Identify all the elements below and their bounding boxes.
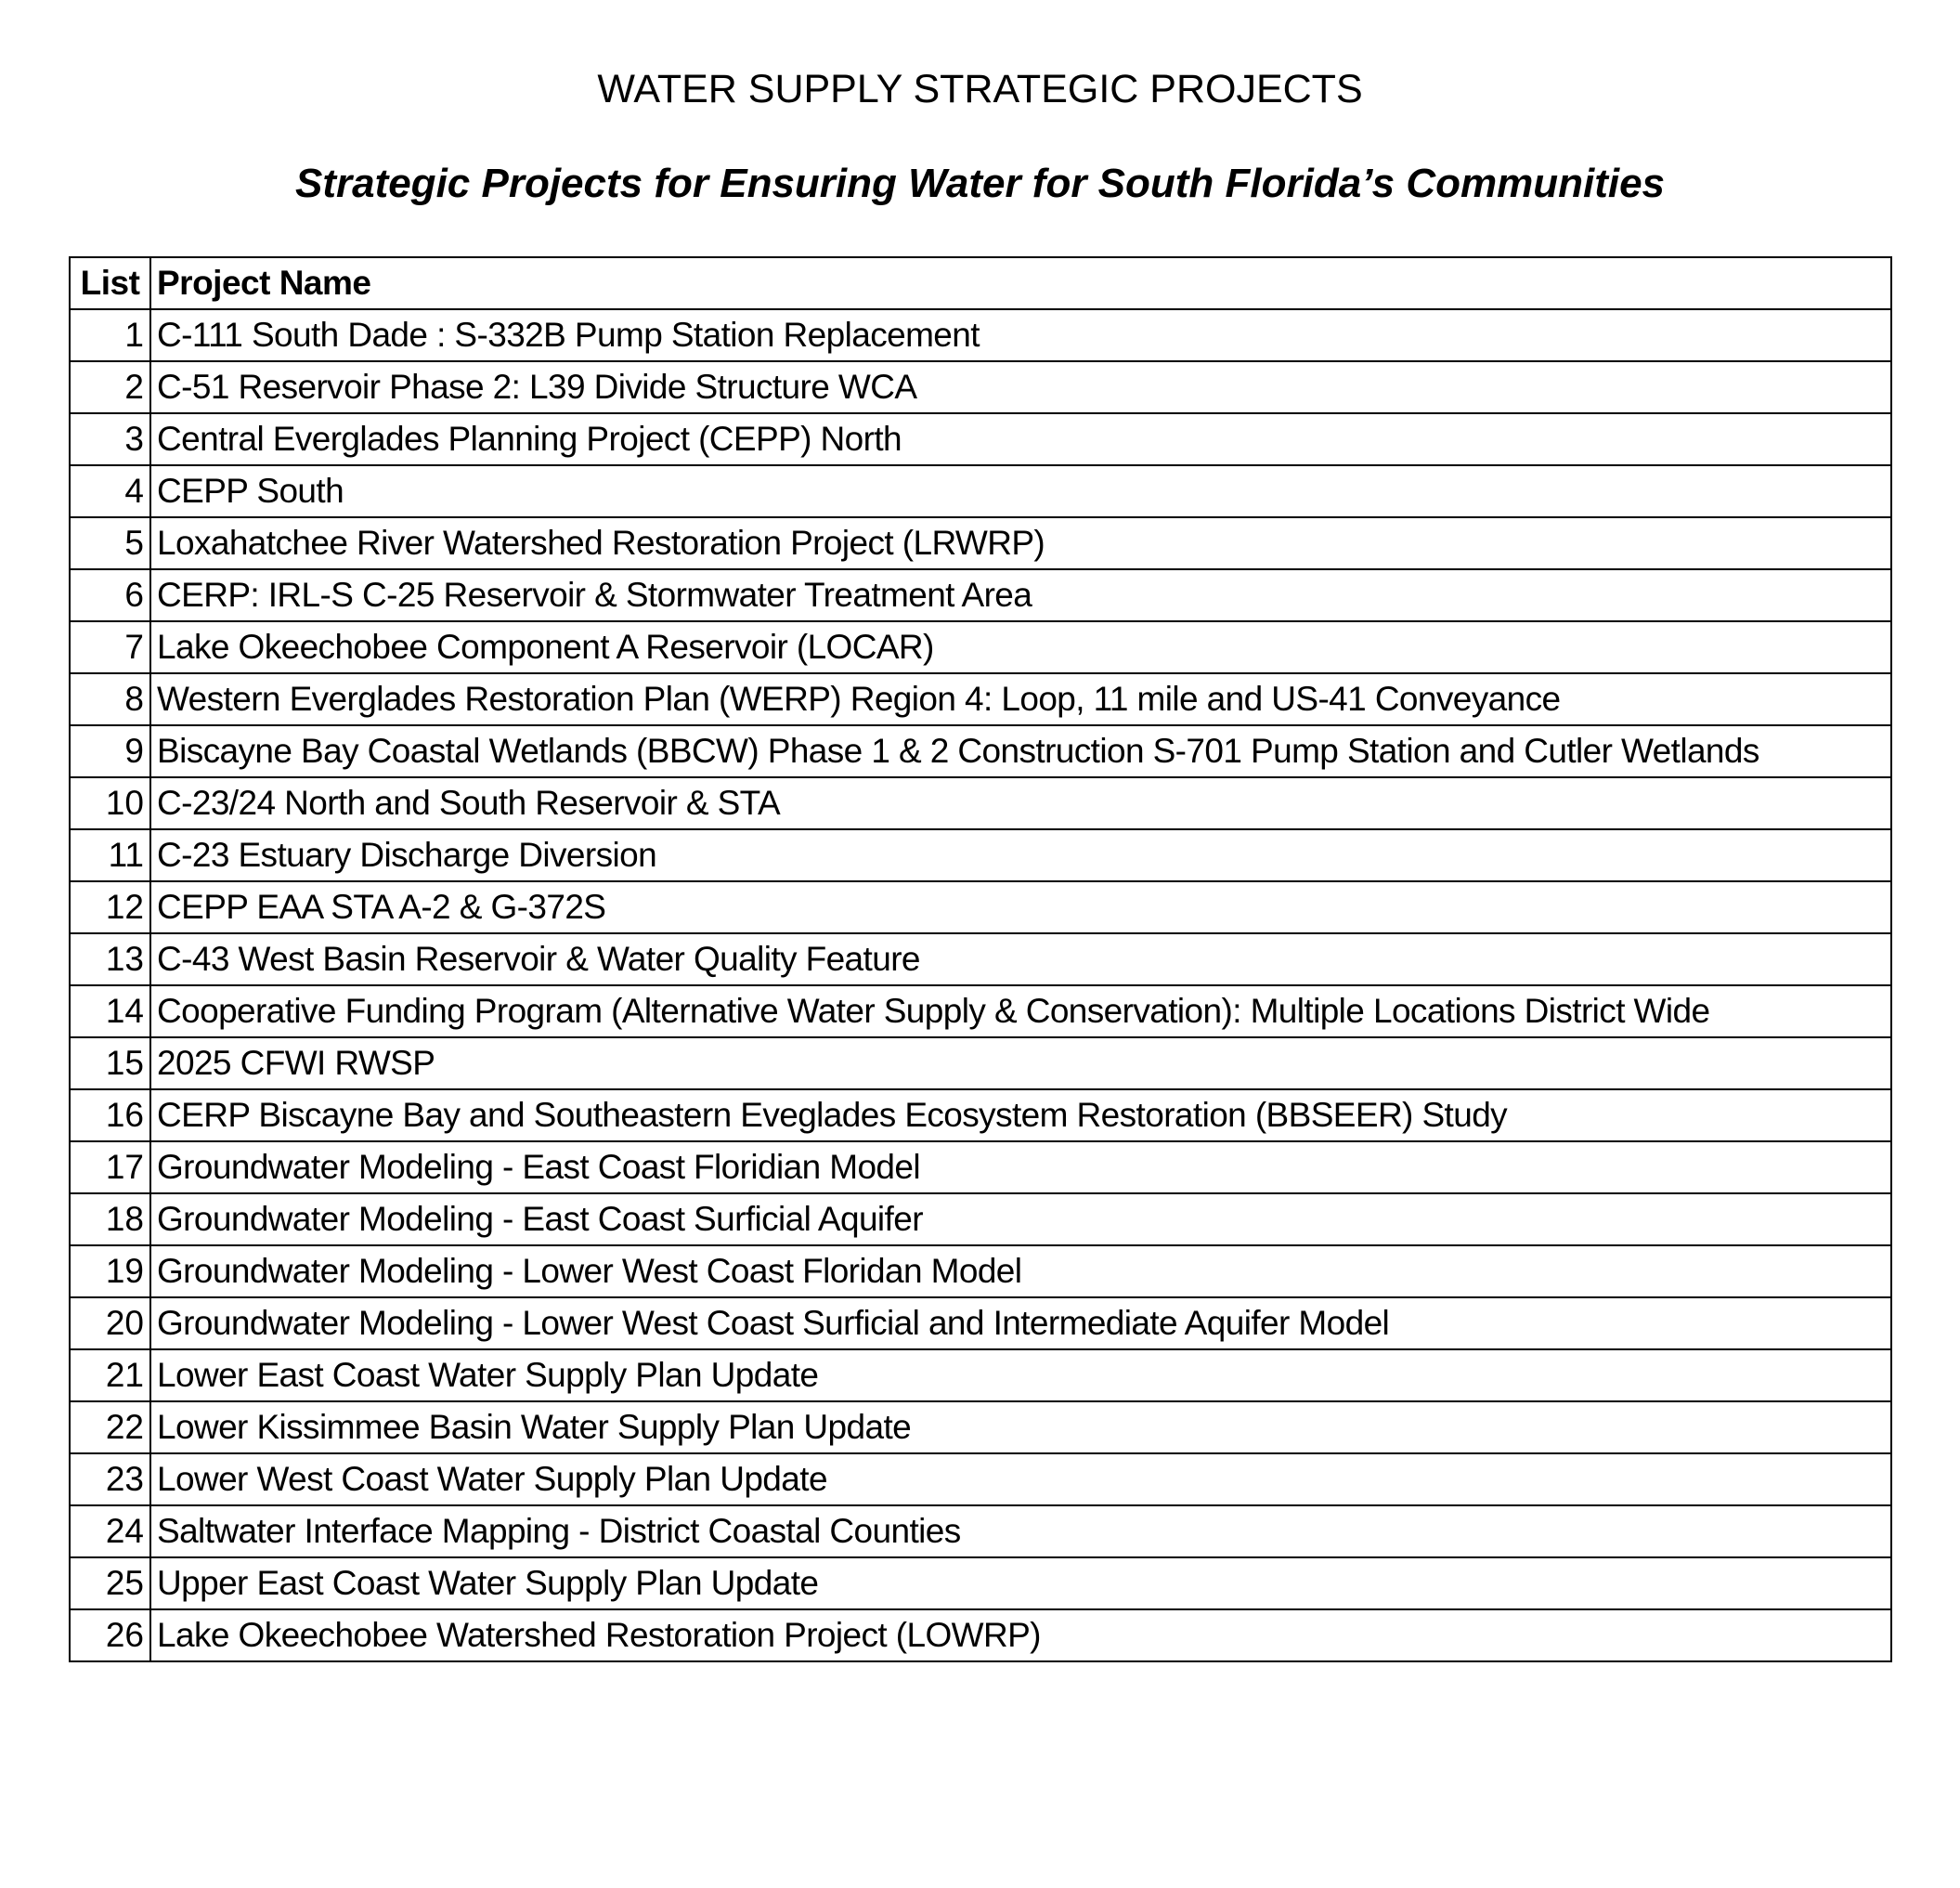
row-list-number: 16: [70, 1089, 150, 1141]
row-project-name: C-111 South Dade : S-332B Pump Station Replacement: [150, 309, 1891, 361]
row-project-name: Biscayne Bay Coastal Wetlands (BBCW) Phase 1 & 2 Construction S-701 Pump Station and Cutler Wetlands: [150, 725, 1891, 777]
row-project-name: Groundwater Modeling - Lower West Coast Floridan Model: [150, 1245, 1891, 1297]
table-row: [70, 517, 1891, 569]
row-project-name: Lower Kissimmee Basin Water Supply Plan Update: [150, 1401, 1891, 1453]
table-row: [70, 413, 1891, 465]
row-list-number: 5: [70, 517, 150, 569]
row-project-name: 2025 CFWI RWSP: [150, 1037, 1891, 1089]
row-list-number: 19: [70, 1245, 150, 1297]
table-row: [70, 465, 1891, 517]
row-list-number: 7: [70, 621, 150, 673]
row-project-name: CEPP EAA STA A-2 & G-372S: [150, 881, 1891, 933]
column-header-project-name: Project Name: [150, 257, 1891, 309]
table-row: [70, 361, 1891, 413]
page-title: WATER SUPPLY STRATEGIC PROJECTS: [597, 67, 1363, 111]
row-list-number: 9: [70, 725, 150, 777]
row-project-name: Saltwater Interface Mapping - District Coastal Counties: [150, 1505, 1891, 1557]
row-project-name: Groundwater Modeling - Lower West Coast Surficial and Intermediate Aquifer Model: [150, 1297, 1891, 1349]
table-row: [70, 725, 1891, 777]
table-row: [70, 933, 1891, 985]
row-list-number: 8: [70, 673, 150, 725]
row-list-number: 15: [70, 1037, 150, 1089]
row-project-name: Groundwater Modeling - East Coast Floridian Model: [150, 1141, 1891, 1193]
table-row: [70, 777, 1891, 829]
table-row: [70, 881, 1891, 933]
row-list-number: 26: [70, 1609, 150, 1661]
table-row: [70, 1349, 1891, 1401]
table-row: [70, 1453, 1891, 1505]
table-row: [70, 673, 1891, 725]
row-list-number: 1: [70, 309, 150, 361]
table-row: [70, 1557, 1891, 1609]
row-project-name: CERP Biscayne Bay and Southeastern Eveglades Ecosystem Restoration (BBSEER) Study: [150, 1089, 1891, 1141]
row-list-number: 10: [70, 777, 150, 829]
row-list-number: 23: [70, 1453, 150, 1505]
table-row: [70, 1245, 1891, 1297]
row-list-number: 4: [70, 465, 150, 517]
table-header-row: [70, 257, 1891, 309]
table-row: [70, 1401, 1891, 1453]
row-list-number: 11: [70, 829, 150, 881]
row-project-name: Lower East Coast Water Supply Plan Update: [150, 1349, 1891, 1401]
row-project-name: C-51 Reservoir Phase 2: L39 Divide Structure WCA: [150, 361, 1891, 413]
table-row: [70, 829, 1891, 881]
table-row: [70, 1037, 1891, 1089]
row-list-number: 22: [70, 1401, 150, 1453]
row-project-name: Loxahatchee River Watershed Restoration Project (LRWRP): [150, 517, 1891, 569]
row-project-name: Cooperative Funding Program (Alternative Water Supply & Conservation): Multiple Locations District Wide: [150, 985, 1891, 1037]
row-list-number: 18: [70, 1193, 150, 1245]
table-row: [70, 569, 1891, 621]
table-row: [70, 621, 1891, 673]
row-project-name: CERP: IRL-S C-25 Reservoir & Stormwater Treatment Area: [150, 569, 1891, 621]
row-project-name: Upper East Coast Water Supply Plan Update: [150, 1557, 1891, 1609]
table-row: [70, 1297, 1891, 1349]
table-row: [70, 1089, 1891, 1141]
row-project-name: C-23/24 North and South Reservoir & STA: [150, 777, 1891, 829]
row-list-number: 20: [70, 1297, 150, 1349]
projects-table: [69, 256, 1892, 1662]
row-project-name: Lake Okeechobee Component A Reservoir (LOCAR): [150, 621, 1891, 673]
row-project-name: CEPP South: [150, 465, 1891, 517]
page-subtitle: Strategic Projects for Ensuring Water for South Florida’s Communities: [294, 161, 1666, 206]
row-list-number: 2: [70, 361, 150, 413]
row-project-name: Lower West Coast Water Supply Plan Update: [150, 1453, 1891, 1505]
table-row: [70, 1505, 1891, 1557]
row-list-number: 6: [70, 569, 150, 621]
column-header-list: List: [70, 257, 150, 309]
row-list-number: 13: [70, 933, 150, 985]
row-project-name: Lake Okeechobee Watershed Restoration Project (LOWRP): [150, 1609, 1891, 1661]
row-list-number: 24: [70, 1505, 150, 1557]
table-row: [70, 309, 1891, 361]
row-list-number: 21: [70, 1349, 150, 1401]
row-list-number: 12: [70, 881, 150, 933]
row-project-name: Central Everglades Planning Project (CEPP) North: [150, 413, 1891, 465]
table-body: [70, 309, 1891, 1661]
row-list-number: 17: [70, 1141, 150, 1193]
row-project-name: Groundwater Modeling - East Coast Surficial Aquifer: [150, 1193, 1891, 1245]
table-row: [70, 1141, 1891, 1193]
row-list-number: 14: [70, 985, 150, 1037]
row-project-name: C-43 West Basin Reservoir & Water Quality Feature: [150, 933, 1891, 985]
row-project-name: C-23 Estuary Discharge Diversion: [150, 829, 1891, 881]
row-list-number: 25: [70, 1557, 150, 1609]
row-project-name: Western Everglades Restoration Plan (WERP) Region 4: Loop, 11 mile and US-41 Conveyance: [150, 673, 1891, 725]
table-row: [70, 1193, 1891, 1245]
table-row: [70, 1609, 1891, 1661]
row-list-number: 3: [70, 413, 150, 465]
table-row: [70, 985, 1891, 1037]
